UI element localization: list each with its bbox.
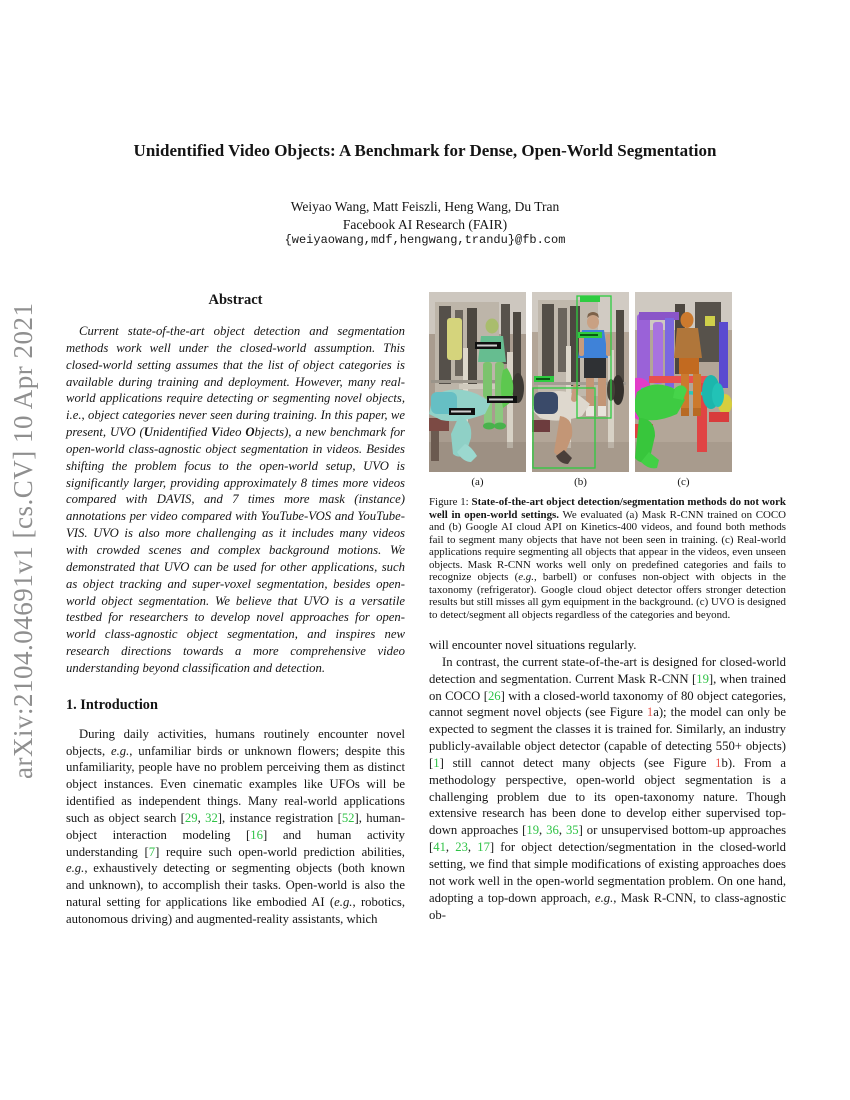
text-segment: ] require such open-world prediction abilities,	[155, 844, 405, 859]
text-segment: ,	[445, 840, 456, 855]
arxiv-watermark: arXiv:2104.04691v1 [cs.CV] 10 Apr 2021	[8, 302, 38, 780]
citation-link[interactable]: 16	[250, 827, 263, 842]
text-segment: , robotics, autonomous driving) and augmented-reality assistants, which	[66, 895, 405, 926]
figure-1	[429, 292, 786, 621]
text-segment: ideo	[219, 425, 246, 440]
right-column	[429, 292, 786, 923]
panel-c-label: (c)	[677, 476, 690, 488]
figure-reference-link[interactable]: 1	[715, 755, 722, 770]
section-heading-introduction: 1. Introduction	[66, 696, 158, 713]
text-segment: , Mask R-CNN, to class-agnostic ob-	[429, 890, 786, 922]
figure-panel-b	[532, 292, 629, 488]
citation-link[interactable]: 7	[148, 844, 156, 859]
text-segment: ] with a closed-world taxonomy of 80 object categories, cannot segment novel objects (see Figure	[429, 688, 787, 720]
author-line: Weiyao Wang, Matt Feiszli, Heng Wang, Du Tran	[290, 199, 560, 214]
text-segment: ] for object detection/segmentation in the closed-world setting, we find that simple modifications of existing approaches does not work well in the open-world segmentation problem. On one hand, adopting a top-down approach,	[429, 840, 787, 905]
figure-reference-link[interactable]: 1	[646, 705, 654, 720]
figure-1-panels	[429, 292, 786, 488]
text-segment: e.g.	[66, 861, 85, 876]
text-segment: a); the model can only be expected to segment the classes it is trained for. Similarly, an industry publicly-available object detector (capable of detecting 550+ objects) [	[429, 705, 786, 770]
left-column	[66, 292, 405, 928]
paragraph-novel-situations: will encounter novel situations regularly.	[429, 638, 637, 652]
panel-a-image-mask-rcnn	[429, 292, 526, 472]
abstract-heading: Abstract	[208, 292, 263, 308]
text-segment: nidentified	[152, 425, 212, 440]
text-segment: During daily activities, humans routinely encounter novel objects,	[66, 726, 405, 758]
text-segment: ] still cannot detect many objects (see Figure	[439, 755, 716, 770]
text-segment: , unfamiliar birds or unknown flowers; despite this unfamiliarity, people have no problem perceiving them as distinct object instances. Even cinematic examples like UFOs will be identified as independent things. Many real-world applications such as object search [	[66, 743, 405, 825]
citation-link[interactable]: 32	[205, 810, 218, 825]
text-segment: e.g.	[518, 571, 534, 583]
text-segment: , exhaustively detecting or segmenting objects (both known and unknown), to accomplish their tasks. Open-world is also the natural setting for applications like embodied AI (	[66, 861, 405, 910]
text-segment: b). From a methodology perspective, open-world object segmentation is a challenging problem due to its open-taxonomy nature. Though extensive research has been done to develop either supervised top-down approaches [	[429, 755, 786, 838]
citation-link[interactable]: 1	[433, 755, 440, 770]
citation-link[interactable]: 41	[433, 840, 446, 855]
text-segment: V	[211, 425, 220, 440]
text-segment: e.g.	[334, 895, 353, 910]
text-segment: ], human-object interaction modeling [	[66, 810, 406, 842]
text-segment: ] or unsupervised bottom-up approaches [	[429, 823, 787, 855]
panel-b-image-google-api	[532, 292, 629, 472]
citation-link[interactable]: 23	[455, 840, 468, 855]
abstract-paragraph	[66, 323, 405, 677]
figure-panel-a	[429, 292, 526, 488]
text-segment: ] and human activity understanding [	[66, 827, 405, 859]
paper-title: Unidentified Video Objects: A Benchmark for Dense, Open-World Segmentation	[133, 141, 717, 160]
text-segment: ], when trained on COCO [	[429, 671, 787, 703]
citation-link[interactable]: 17	[477, 840, 490, 855]
figure-panel-c	[635, 292, 732, 488]
text-segment: O	[245, 425, 255, 440]
text-segment: We evaluated (a) Mask R-CNN trained on COCO and (b) Google AI cloud API on Kinetics-400 videos, and found both methods fail to segment many objects that have not been seen in training. (c) Real-world applications require segmenting all objects that appear in the videos, even unseen objects. Mask R-CNN works well only on predefined categories and fails to recognize objects (	[429, 508, 786, 583]
text-segment: ,	[197, 810, 206, 825]
text-segment: , barbell) or confuses non-object with objects in the taxonomy (refrigerator). Google cloud object detector offers stronger detection results but still misses all gym equipment in the background. (c) UVO is designed to detect/segment all objects regardless of the categories and beyond.	[429, 571, 786, 621]
text-segment: ,	[558, 823, 566, 838]
text-segment: U	[143, 425, 153, 440]
email-line: {weiyaowang,mdf,hengwang,trandu}@fb.com	[284, 233, 566, 247]
panel-b-label: (b)	[574, 476, 587, 488]
citation-link[interactable]: 26	[487, 688, 501, 703]
figure-1-caption	[429, 496, 786, 621]
panel-a-label: (a)	[471, 476, 484, 488]
text-segment: ,	[467, 840, 478, 855]
citation-link[interactable]: 19	[526, 823, 540, 838]
text-segment: Figure 1:	[429, 496, 472, 508]
text-segment: Current state-of-the-art object detection and segmentation methods work well under the closed-world assumption. This closed-world setting assumes that the list of object categories is available during training and deployment. However, many real-world applications require detecting or segmenting novel objects, i.e., object categories never seen during training. In this paper, we present, UVO (	[66, 324, 405, 440]
paragraph-in-contrast	[429, 654, 786, 924]
introduction-paragraph	[66, 726, 405, 928]
affiliation-line: Facebook AI Research (FAIR)	[342, 217, 508, 232]
text-segment: State-of-the-art object detection/segmentation methods do not work well in open-world settings.	[429, 496, 786, 521]
citation-link[interactable]: 52	[341, 810, 355, 825]
text-segment: ], instance registration [	[217, 810, 342, 825]
text-segment: bjects), a new benchmark for open-world class-agnostic object segmentation in videos. Besides shifting the problem focus to the open-world setup, UVO is significantly larger, providing approximately 8 times more videos compared with DAVIS, and 7 times more mask (instance) annotations per video compared with YouTube-VOS and YouTube-VIS. UVO is also more challenging as it includes many videos with crowded scenes and complex background motions. We demonstrated that UVO can be used for other applications, such as object tracking and super-voxel segmentation, besides open-world object segmentation. We believe that UVO is a versatile testbed for researchers to develop novel approaches for open-world class-agnostic object segmentation, and inspires new research directions towards a more comprehensive video understanding beyond classification and detection.	[66, 425, 405, 675]
citation-link[interactable]: 35	[565, 823, 579, 838]
text-segment: In contrast, the current state-of-the-art is designed for closed-world detection and segmentation. Current Mask R-CNN [	[429, 654, 786, 686]
citation-link[interactable]: 29	[184, 810, 198, 825]
citation-link[interactable]: 36	[546, 823, 559, 838]
text-segment: e.g.	[594, 890, 614, 905]
citation-link[interactable]: 19	[696, 671, 709, 686]
text-segment: e.g.	[110, 743, 130, 758]
text-segment: ,	[539, 823, 547, 838]
panel-c-image-uvo-annotation	[635, 292, 732, 472]
